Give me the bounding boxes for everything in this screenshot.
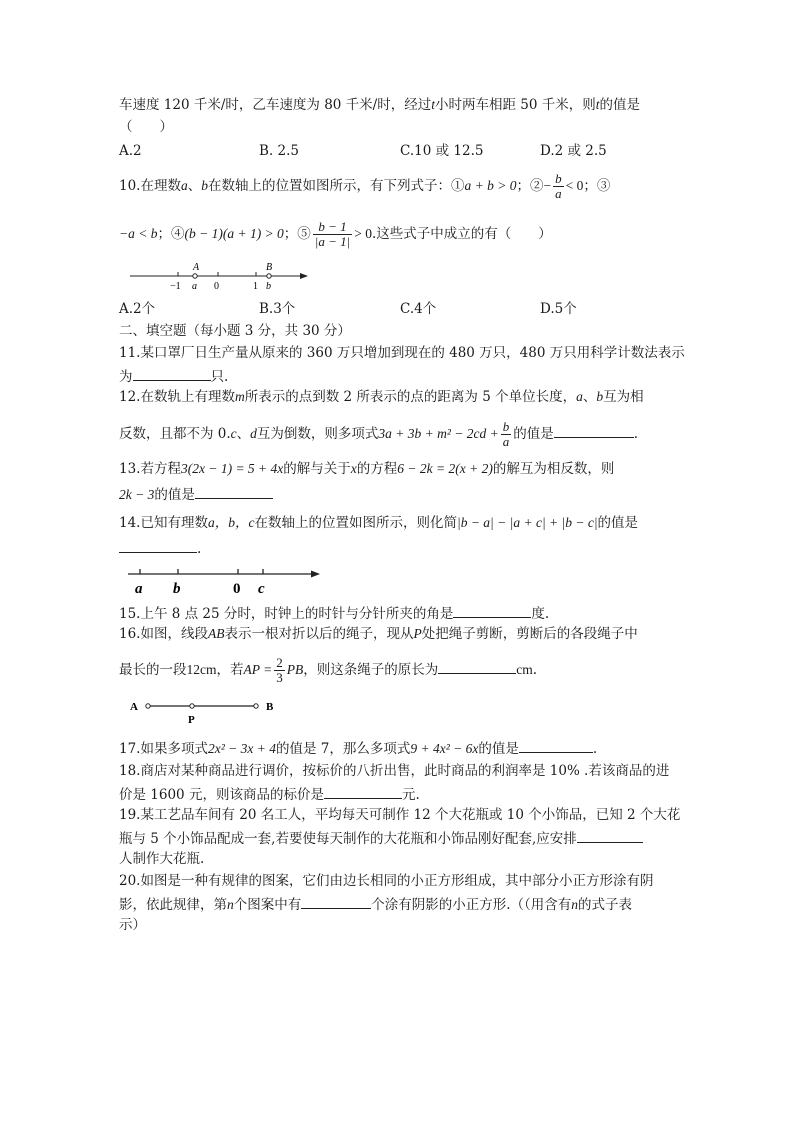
label-A: A xyxy=(130,701,138,713)
q9-line1 xyxy=(119,96,640,114)
axis-arrow-icon xyxy=(300,273,308,279)
tick-label-1: 1 xyxy=(253,281,258,292)
q10-expr-3: −a < b xyxy=(119,226,158,241)
tick-label-b: b xyxy=(173,581,181,596)
frac-den: 3 xyxy=(276,670,283,685)
q13-text: 13.若方程 xyxy=(119,461,181,477)
q9-option-a[interactable]: A.2 xyxy=(119,143,142,159)
q17-end: . xyxy=(592,741,598,757)
q14-vars: a，b，c xyxy=(207,515,255,530)
q10-fraction-5 xyxy=(313,220,352,249)
q15-line xyxy=(119,603,549,623)
q20-text-b: 个图案中有 xyxy=(233,897,302,913)
q9-text-c: 的值是 xyxy=(599,97,641,113)
point-label-A: A xyxy=(193,262,200,273)
point-label-B: B xyxy=(266,262,273,273)
point-b xyxy=(267,274,271,278)
sep: 、 xyxy=(187,178,202,194)
q16-text-b: 表示一根对折以后的绳子，现从 xyxy=(224,626,414,642)
q11-line1: 11.某口罩厂日生产量从原来的 360 万只增加到现在的 480 万只，480 万只用科学计数法表示 xyxy=(119,345,685,361)
label-B: B xyxy=(266,701,274,713)
q10-e5post: > 0 xyxy=(354,226,372,241)
q9-option-d[interactable]: D.2 或 2.5 xyxy=(540,143,607,159)
q16-rhs: PB xyxy=(286,662,304,677)
q10-option-c[interactable]: C.4个 xyxy=(400,301,437,317)
q10-e4pre: ；④ xyxy=(157,226,185,242)
label-P: P xyxy=(188,714,195,726)
q16-text-f: ，则这条绳子的原长为 xyxy=(303,662,439,678)
q11-text: 为 xyxy=(119,369,133,385)
frac-num: b xyxy=(555,171,562,186)
tick-label-0: 0 xyxy=(233,581,241,596)
frac-num: b xyxy=(502,419,510,434)
q12-text-c: 互为相 xyxy=(603,389,644,405)
q12-text-d: 反数，且都不为 0. xyxy=(119,426,231,442)
q16-fraction xyxy=(274,656,285,685)
axis-arrow-icon xyxy=(311,571,320,578)
var-d: d xyxy=(250,426,257,441)
q11-line2 xyxy=(119,366,228,386)
q16-text-c: 处把绳子剪断，剪断后的各段绳子中 xyxy=(421,626,638,642)
q10-option-a[interactable]: A.2个 xyxy=(119,301,156,317)
q13-equation-2: 6 − 2k = 2(x + 2) xyxy=(397,461,493,476)
var-m: m xyxy=(234,389,245,404)
q15-answer-blank[interactable] xyxy=(453,603,531,618)
q16-line1 xyxy=(119,625,638,643)
q19-line1: 19.某工艺品车间有 20 名工人，平均每天可制作 12 个大花瓶或 10 个小饰品，已知 2 个大花 xyxy=(119,807,681,823)
var-c: c xyxy=(230,426,237,441)
segment-AB: AB xyxy=(207,626,225,641)
q10-option-b[interactable]: B.3个 xyxy=(259,301,296,317)
q15-text: 15.上午 8 点 25 分时，时钟上的时针与分针所夹的角是 xyxy=(119,606,454,622)
q12-line1: 12.在数轨上有理数m所表示的点到数 2 所表示的点的距离为 5 个单位长度，a、b互为相 xyxy=(119,389,644,405)
q17-answer-blank[interactable] xyxy=(519,738,593,753)
q10-line1 xyxy=(119,172,610,201)
q11-answer-blank[interactable] xyxy=(133,366,211,381)
q10-mid: 在数轴上的位置如图所示，有下列式子：① xyxy=(207,178,465,194)
var-t: t xyxy=(431,97,435,112)
section-heading: 二、填空题（每小题 3 分，共 30 分） xyxy=(119,323,351,339)
endpoint-A xyxy=(146,704,150,708)
q20-line2 xyxy=(119,894,632,914)
q16-text-d: 最长的一段 xyxy=(119,662,187,678)
q10-fraction-b-over-a xyxy=(553,172,564,201)
frac-den: |a − 1| xyxy=(314,234,351,249)
var-n: n xyxy=(227,897,234,912)
q16-text: 16.如图，线段 xyxy=(119,626,208,642)
q17-line xyxy=(119,738,597,758)
q19-answer-blank[interactable] xyxy=(577,828,643,843)
q17-text: 17.如果多项式 xyxy=(119,741,208,757)
var-x: x xyxy=(350,461,357,476)
q19-line3: 人制作大花瓶. xyxy=(119,851,205,867)
q10-line2 xyxy=(119,220,552,249)
q13-answer-blank[interactable] xyxy=(195,484,273,499)
q12-text: 12.在数轨上有理数 xyxy=(119,389,235,405)
point-P-mark xyxy=(190,704,194,708)
q10-minus: − xyxy=(543,178,552,193)
q14-number-line xyxy=(124,562,324,596)
q18-line1: 18.商店对某种商品进行调价，按标价的八折出售，此时商品的利润率是 10% .若该商品的进 xyxy=(119,763,670,779)
q10-e2post: < 0；③ xyxy=(565,178,611,193)
tick-label-c: c xyxy=(258,581,265,596)
q16-text-e: ，若 xyxy=(216,662,244,678)
q16-unit: cm xyxy=(516,662,533,677)
endpoint-B xyxy=(254,704,258,708)
var-t: t xyxy=(595,97,600,112)
q19-text: 瓶与 5 个小饰品配成一套,若要使每天制作的大花瓶和小饰品刚好配套,应安排 xyxy=(119,831,577,847)
q16-lhs: AP = xyxy=(243,662,273,677)
q12-expression: 3a + 3b + m² − 2cd + xyxy=(378,426,499,441)
var-b: b xyxy=(201,178,208,193)
q16-length: 12cm xyxy=(186,662,217,677)
q9-option-b[interactable]: B. 2.5 xyxy=(259,143,299,159)
q13-text-e: 的值是 xyxy=(154,487,195,503)
q13-equation-1: 3(2x − 1) = 5 + 4x xyxy=(180,461,284,476)
q10-tail: .这些式子中成立的有（ ） xyxy=(371,226,552,242)
frac-num: 2 xyxy=(276,655,283,670)
q10-expr-4: (b − 1)(a + 1) > 0 xyxy=(184,226,284,241)
q13-line1 xyxy=(119,460,614,478)
q10-expr-1: a + b > 0 xyxy=(464,178,517,193)
q18-line2 xyxy=(119,784,420,804)
q12-line2: 反数，且都不为 0.c、d互为倒数，则多项式3a + 3b + m² − 2cd + $\frac{b}{a}$ 的值是 . xyxy=(119,419,639,449)
q16-line2 xyxy=(119,656,537,685)
q10-e5pre: ；⑤ xyxy=(283,226,311,242)
q15-text-b: 度. xyxy=(531,606,550,622)
q10-option-d[interactable]: D.5个 xyxy=(540,301,577,317)
q14-expression: |b − a| − |a + c| + |b − c| xyxy=(456,515,598,530)
q17-expr-2: 9 + 4x² − 6x xyxy=(410,741,479,756)
q9-text-b: 小时两车相距 50 千米，则 xyxy=(434,97,596,113)
q17-text-c: 的值是 xyxy=(478,741,519,757)
var-n: n xyxy=(571,897,579,912)
q12-answer-blank[interactable] xyxy=(554,423,634,438)
point-a xyxy=(193,274,197,278)
q11-text-b: 只. xyxy=(210,369,229,385)
q18-text-b: 元. xyxy=(401,787,420,803)
q9-text: 车速度 120 千米/时，乙车速度为 80 千米/时，经过 xyxy=(119,97,432,113)
tick-label-b: b xyxy=(266,281,271,292)
q16-end: . xyxy=(532,662,538,678)
q13-text-b: 的解与关于 xyxy=(283,461,351,477)
q9-option-c[interactable]: C.10 或 12.5 xyxy=(400,143,484,159)
q20-line1: 20.如图是一种有规律的图案，它们由边长相同的小正方形组成，其中部分小正方形涂有阴 xyxy=(119,873,654,889)
q14-text-b: 在数轴上的位置如图所示，则化简 xyxy=(254,515,457,531)
var-a: a xyxy=(576,389,583,404)
tick-label-0: 0 xyxy=(214,281,219,292)
frac-den: a xyxy=(502,434,510,449)
q14-line1 xyxy=(119,514,638,532)
q19-line2 xyxy=(119,828,643,848)
q10-number-line xyxy=(128,260,310,292)
q12-text-e: 互为倒数，则多项式 xyxy=(256,426,379,442)
q12-end: . xyxy=(633,426,639,442)
q9-line2: （ ） xyxy=(119,119,173,135)
q14-end: . xyxy=(197,541,202,557)
q10-lead: 10.在理数 xyxy=(119,178,181,194)
q14-text: 14.已知有理数 xyxy=(119,515,208,531)
q14-answer-blank[interactable] xyxy=(119,538,197,553)
q17-text-b: 的值是 7，那么多项式 xyxy=(276,741,411,757)
var-b: b xyxy=(596,389,604,404)
q16-segment-figure xyxy=(126,696,286,726)
frac-num: b − 1 xyxy=(313,220,352,235)
q14-text-c: 的值是 xyxy=(597,515,639,531)
q17-expr-1: 2x² − 3x + 4 xyxy=(207,741,276,756)
point-P: P xyxy=(413,626,422,641)
var-a: a xyxy=(180,178,188,193)
q13-text-d: 的解互为相反数，则 xyxy=(492,461,615,477)
q13-line2 xyxy=(119,484,273,504)
q13-expression: 2k − 3 xyxy=(119,487,155,502)
q18-answer-blank[interactable] xyxy=(324,784,402,799)
q14-line2 xyxy=(119,538,201,558)
q20-text-c: 个涂有阴影的小正方形.（（用含有 xyxy=(371,897,572,913)
q20-text: 影，依此规律，第 xyxy=(119,897,227,913)
tick-label-a: a xyxy=(192,281,197,292)
q20-text-d: 的式子表 xyxy=(578,897,633,913)
q12-text-f: 的值是 xyxy=(513,426,554,442)
frac-den: a xyxy=(555,186,562,201)
tick-label-a: a xyxy=(135,581,143,596)
q20-answer-blank[interactable] xyxy=(301,894,371,909)
q10-e2pre: ；② xyxy=(516,178,544,194)
q18-text: 价是 1600 元，则该商品的标价是 xyxy=(119,787,324,803)
tick-label-minus1: −1 xyxy=(170,281,181,292)
q20-line3: 示） xyxy=(119,917,146,933)
q13-text-c: 的方程 xyxy=(356,461,398,477)
q16-answer-blank[interactable] xyxy=(438,659,516,674)
q12-fraction xyxy=(501,420,512,449)
q12-text-b: 所表示的点到数 2 所表示的点的距离为 5 个单位长度， xyxy=(244,389,577,405)
